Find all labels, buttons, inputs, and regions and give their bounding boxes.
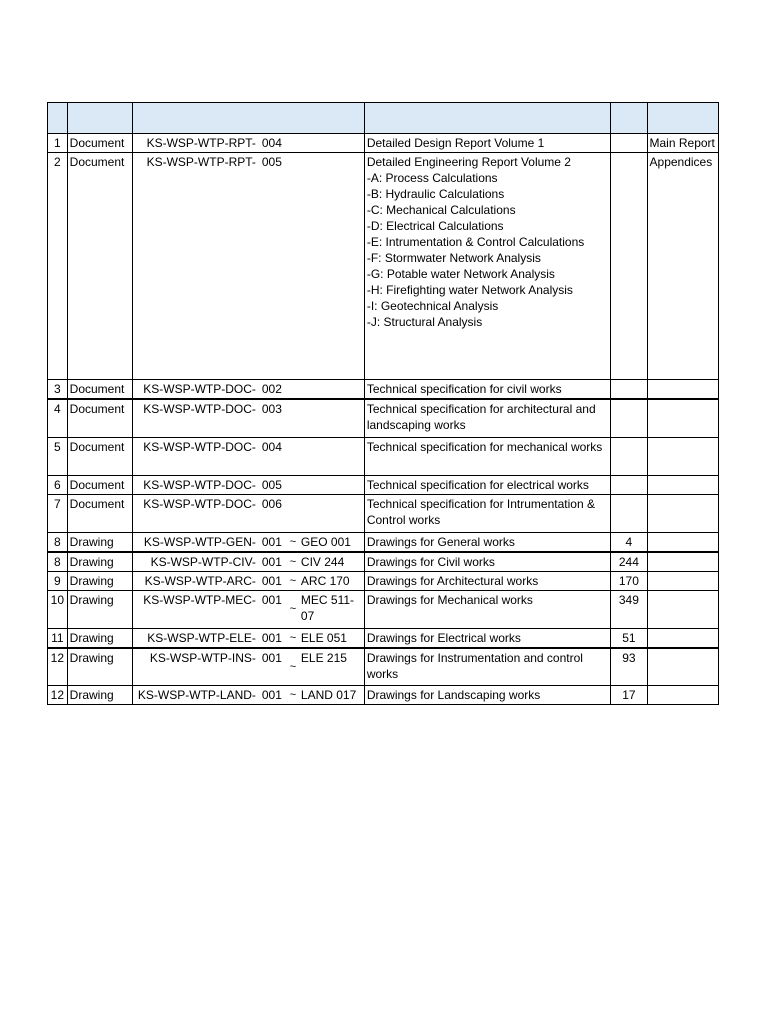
table-row: [48, 437, 719, 475]
table-row: [48, 552, 719, 572]
description-line: Detailed Engineering Report Volume 2: [366, 155, 571, 169]
header-cell-no: [48, 103, 68, 134]
code-start: 001: [261, 650, 282, 665]
description-line: Technical specification for Intrumentation & Control works: [366, 496, 595, 527]
code-wrap: [135, 592, 362, 624]
row-code: [132, 437, 364, 475]
row-remark: [647, 686, 718, 705]
code-end: [300, 439, 362, 455]
row-number: 8: [48, 532, 68, 552]
document-register-table: [47, 102, 719, 705]
code-start: 002: [261, 382, 282, 396]
row-type: Drawing: [67, 628, 132, 648]
description-line: Drawings for General works: [366, 534, 515, 549]
description-line: -C: Mechanical Calculations: [366, 203, 516, 217]
row-description: [364, 590, 610, 628]
row-type: Document: [67, 153, 132, 380]
row-quantity: [611, 494, 647, 532]
row-quantity: 17: [611, 686, 647, 705]
code-start: 001: [261, 688, 282, 702]
row-code: [132, 399, 364, 437]
code-wrap: [135, 154, 362, 170]
code-wrap: [135, 135, 362, 151]
code-start: 003: [261, 402, 282, 416]
code-end: ELE 051: [300, 630, 347, 645]
code-wrap: [135, 381, 362, 397]
code-end: [300, 496, 362, 512]
row-quantity: 349: [611, 590, 647, 628]
code-prefix: KS-WSP-WTP-DOC-: [143, 477, 256, 492]
row-number: 2: [48, 153, 68, 380]
code-end: LAND 017: [300, 688, 357, 702]
row-quantity: 4: [611, 532, 647, 552]
row-type: Drawing: [67, 686, 132, 705]
row-description: [364, 475, 610, 494]
description-line: Technical specification for electrical works: [366, 477, 589, 492]
table-row: [48, 648, 719, 686]
code-prefix: KS-WSP-WTP-RPT-: [146, 136, 256, 150]
row-quantity: [611, 380, 647, 400]
row-number: 1: [48, 134, 68, 153]
code-tilde: ~: [289, 660, 297, 673]
code-start: 005: [261, 477, 282, 492]
code-tilde: ~: [289, 555, 297, 568]
row-number: 11: [48, 628, 68, 648]
row-remark: [647, 437, 718, 475]
table-row: [48, 494, 719, 532]
row-code: [132, 628, 364, 648]
header-cell-description: [364, 103, 610, 134]
code-start: 004: [261, 136, 282, 150]
row-type: Drawing: [67, 590, 132, 628]
code-tilde: [286, 401, 300, 417]
row-quantity: 170: [611, 571, 647, 590]
row-quantity: [611, 399, 647, 437]
header-cell-type: [67, 103, 132, 134]
row-description: [364, 532, 610, 552]
table-body: [48, 134, 719, 705]
code-end: [300, 381, 362, 397]
code-tilde: ~: [289, 631, 297, 644]
row-remark: [647, 532, 718, 552]
table-row: [48, 686, 719, 705]
row-number: 5: [48, 437, 68, 475]
description-line: Drawings for Landscaping works: [366, 688, 541, 702]
row-remark: [647, 590, 718, 628]
code-prefix: KS-WSP-WTP-INS-: [149, 650, 256, 665]
row-number: 6: [48, 475, 68, 494]
row-description: [364, 494, 610, 532]
row-remark: [647, 648, 718, 686]
row-number: 3: [48, 380, 68, 400]
row-code: [132, 590, 364, 628]
row-description: [364, 380, 610, 400]
row-code: [132, 475, 364, 494]
row-number: 7: [48, 494, 68, 532]
code-prefix: KS-WSP-WTP-DOC-: [143, 496, 256, 511]
row-remark: [647, 380, 718, 400]
description-line: -J: Structural Analysis: [366, 315, 483, 329]
table-row: [48, 532, 719, 552]
description-line: -B: Hydraulic Calculations: [366, 187, 505, 201]
row-code: [132, 648, 364, 686]
code-tilde: [286, 154, 300, 170]
row-quantity: 244: [611, 552, 647, 572]
code-prefix: KS-WSP-WTP-RPT-: [146, 155, 256, 169]
header-cell-code: [132, 103, 364, 134]
code-end: CIV 244: [300, 554, 345, 569]
row-description: [364, 552, 610, 572]
code-wrap: [135, 477, 362, 493]
row-description: [364, 437, 610, 475]
code-end: [300, 135, 362, 151]
row-code: [132, 571, 364, 590]
code-prefix: KS-WSP-WTP-ARC-: [144, 573, 256, 588]
row-number: 12: [48, 686, 68, 705]
description-line: Detailed Design Report Volume 1: [366, 136, 545, 150]
table-row: [48, 475, 719, 494]
row-code: [132, 134, 364, 153]
description-line: -G: Potable water Network Analysis: [366, 267, 555, 281]
code-wrap: [135, 650, 362, 675]
row-code: [132, 153, 364, 380]
row-number: 4: [48, 399, 68, 437]
code-tilde: ~: [289, 535, 297, 548]
code-start: 001: [261, 573, 282, 588]
table-header-row: [48, 103, 719, 134]
description-line: Drawings for Mechanical works: [366, 592, 533, 607]
code-tilde: [286, 381, 300, 397]
description-line: -H: Firefighting water Network Analysis: [366, 283, 573, 297]
code-prefix: KS-WSP-WTP-LAND-: [137, 688, 256, 702]
code-end: [300, 154, 362, 170]
row-type: Document: [67, 134, 132, 153]
code-start: 001: [261, 534, 282, 549]
code-tilde: ~: [289, 689, 297, 701]
row-description: [364, 399, 610, 437]
row-type: Drawing: [67, 571, 132, 590]
row-remark: [647, 399, 718, 437]
row-type: Drawing: [67, 552, 132, 572]
description-line: Drawings for Architectural works: [366, 573, 539, 588]
row-remark: [647, 494, 718, 532]
code-prefix: KS-WSP-WTP-MEC-: [143, 592, 256, 607]
table-row: [48, 399, 719, 437]
table-row: [48, 590, 719, 628]
row-description: [364, 134, 610, 153]
description-line: -A: Process Calculations: [366, 171, 498, 185]
row-remark: [647, 571, 718, 590]
table-row: [48, 628, 719, 648]
code-tilde: ~: [289, 574, 297, 587]
code-start: 001: [261, 554, 282, 569]
description-line: Technical specification for civil works: [366, 382, 562, 396]
row-remark: [647, 475, 718, 494]
header-cell-remark: [647, 103, 718, 134]
code-prefix: KS-WSP-WTP-DOC-: [143, 382, 256, 396]
row-remark: Appendices: [647, 153, 718, 380]
code-wrap: [135, 687, 362, 703]
row-type: Document: [67, 475, 132, 494]
code-start: 005: [261, 155, 282, 169]
row-number: 10: [48, 590, 68, 628]
code-wrap: [135, 401, 362, 417]
row-type: Drawing: [67, 532, 132, 552]
table-row: [48, 134, 719, 153]
row-description: [364, 686, 610, 705]
row-remark: [647, 552, 718, 572]
code-end: ARC 170: [300, 573, 350, 588]
code-end: [300, 401, 362, 417]
row-code: [132, 494, 364, 532]
row-code: [132, 380, 364, 400]
code-wrap: [135, 554, 362, 570]
code-tilde: ~: [289, 602, 297, 615]
code-start: 001: [261, 630, 282, 645]
row-quantity: [611, 475, 647, 494]
row-description: [364, 153, 610, 380]
row-code: [132, 532, 364, 552]
row-code: [132, 686, 364, 705]
code-tilde: [286, 439, 300, 455]
row-number: 8: [48, 552, 68, 572]
code-tilde: [286, 496, 300, 512]
code-prefix: KS-WSP-WTP-DOC-: [143, 402, 256, 416]
code-end: [300, 477, 362, 493]
code-end: MEC 511-07: [300, 592, 355, 623]
row-description: [364, 628, 610, 648]
table-row: [48, 571, 719, 590]
code-wrap: [135, 630, 362, 646]
table-row: [48, 380, 719, 400]
code-prefix: KS-WSP-WTP-ELE-: [147, 630, 256, 645]
row-remark: [647, 628, 718, 648]
code-tilde: [286, 135, 300, 151]
code-prefix: KS-WSP-WTP-GEN-: [143, 534, 256, 549]
description-line: -E: Intrumentation & Control Calculations: [366, 235, 585, 249]
row-quantity: [611, 153, 647, 380]
row-quantity: 51: [611, 628, 647, 648]
row-description: [364, 571, 610, 590]
row-type: Document: [67, 437, 132, 475]
code-wrap: [135, 534, 362, 550]
code-wrap: [135, 439, 362, 455]
header-cell-quantity: [611, 103, 647, 134]
code-end: ELE 215: [300, 650, 347, 665]
code-tilde: [286, 477, 300, 493]
row-type: Drawing: [67, 648, 132, 686]
description-line: -D: Electrical Calculations: [366, 219, 504, 233]
row-description: [364, 648, 610, 686]
row-type: Document: [67, 380, 132, 400]
row-quantity: [611, 134, 647, 153]
row-code: [132, 552, 364, 572]
row-number: 12: [48, 648, 68, 686]
code-prefix: KS-WSP-WTP-DOC-: [143, 439, 256, 454]
row-type: Document: [67, 494, 132, 532]
table-row: [48, 153, 719, 380]
description-line: Technical specification for architectural and landscaping works: [366, 402, 596, 432]
code-prefix: KS-WSP-WTP-CIV-: [150, 554, 256, 569]
code-wrap: [135, 573, 362, 589]
row-type: Document: [67, 399, 132, 437]
description-line: Drawings for Electrical works: [366, 630, 521, 645]
description-line: Technical specification for mechanical works: [366, 439, 603, 454]
row-quantity: [611, 437, 647, 475]
description-line: Drawings for Civil works: [366, 554, 495, 569]
description-line: -F: Stormwater Network Analysis: [366, 251, 541, 265]
description-line: -I: Geotechnical Analysis: [366, 299, 499, 313]
code-wrap: [135, 496, 362, 512]
row-quantity: 93: [611, 648, 647, 686]
row-number: 9: [48, 571, 68, 590]
code-start: 006: [261, 496, 282, 511]
row-remark: Main Report: [647, 134, 718, 153]
description-line: Drawings for Instrumentation and control works: [366, 650, 583, 681]
code-end: GEO 001: [300, 534, 351, 549]
code-start: 001: [261, 592, 282, 607]
code-start: 004: [261, 439, 282, 454]
